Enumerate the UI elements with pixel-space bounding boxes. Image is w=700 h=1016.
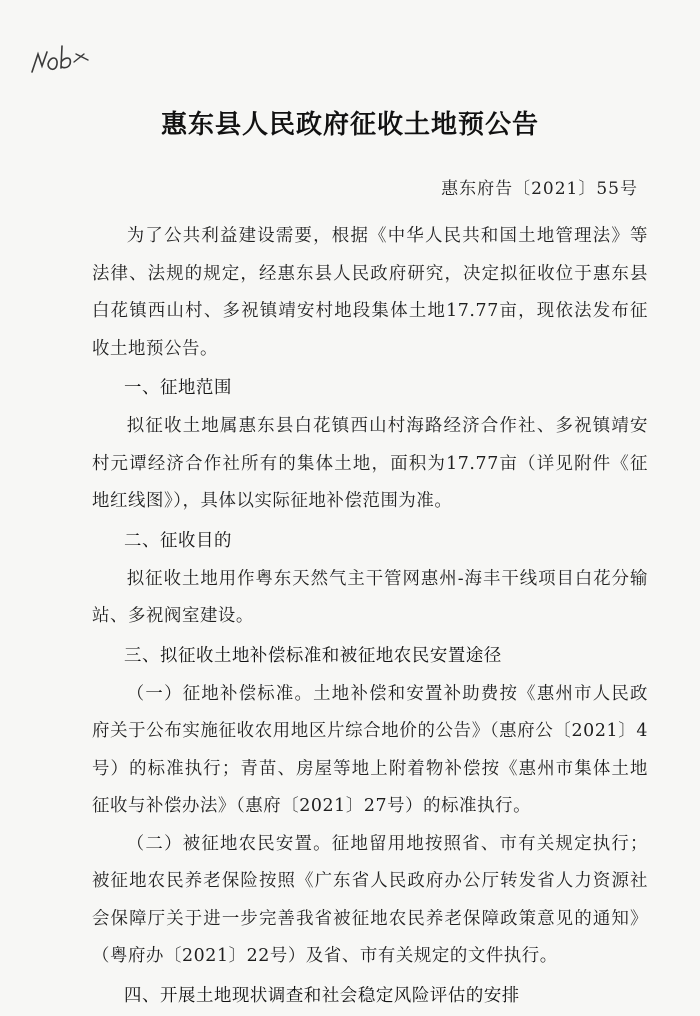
section-heading-survey: 四、开展土地现状调查和社会稳定风险评估的安排 xyxy=(124,985,520,1006)
section-heading-scope: 一、征地范围 xyxy=(124,378,232,398)
section-paragraph: （二）被征地农民安置。征地留用地按照省、市有关规定执行；被征地农民养老保险按照《广东省人民政府办公厅转发省人力资源社会保障厅关于进一步完善我省被征地农民养老保障政策意见的通知》（粤府办〔2021〕22号）及省、市有关规定的文件执行。 xyxy=(92,833,648,966)
section-paragraph: 拟征收土地属惠东县白花镇西山村海路经济合作社、多祝镇靖安村元谭经济合作社所有的集体土地，面积为17.77亩（详见附件《征地红线图》），具体以实际征地补偿范围为准。 xyxy=(92,416,648,511)
document-title: 惠东县人民政府征收土地预公告 xyxy=(160,110,539,140)
document-body xyxy=(92,218,648,1016)
document-number: 惠东府告〔2021〕55号 xyxy=(441,179,638,199)
handwritten-note xyxy=(28,42,98,82)
section-heading-compensation: 三、拟征收土地补偿标准和被征地农民安置途径 xyxy=(124,645,502,666)
section-heading-purpose: 二、征收目的 xyxy=(124,530,232,551)
section-paragraph: 拟征收土地用作粤东天然气主干管网惠州-海丰干线项目白花分输站、多祝阀室建设。 xyxy=(92,568,648,626)
section-paragraph: （一）征地补偿标准。土地补偿和安置补助费按《惠州市人民政府关于公布实施征收农用地区片综合地价的公告》（惠府公〔2021〕4号）的标准执行；青苗、房屋等地上附着物补偿按《惠州市集体土地征收与补偿办法》（惠府〔2021〕27号）的标准执行。 xyxy=(92,683,648,816)
intro-paragraph: 为了公共利益建设需要，根据《中华人民共和国土地管理法》等法律、法规的规定，经惠东县人民政府研究，决定拟征收位于惠东县白花镇西山村、多祝镇靖安村地段集体土地17.77亩，现依法发布征收土地预公告。 xyxy=(92,226,648,359)
